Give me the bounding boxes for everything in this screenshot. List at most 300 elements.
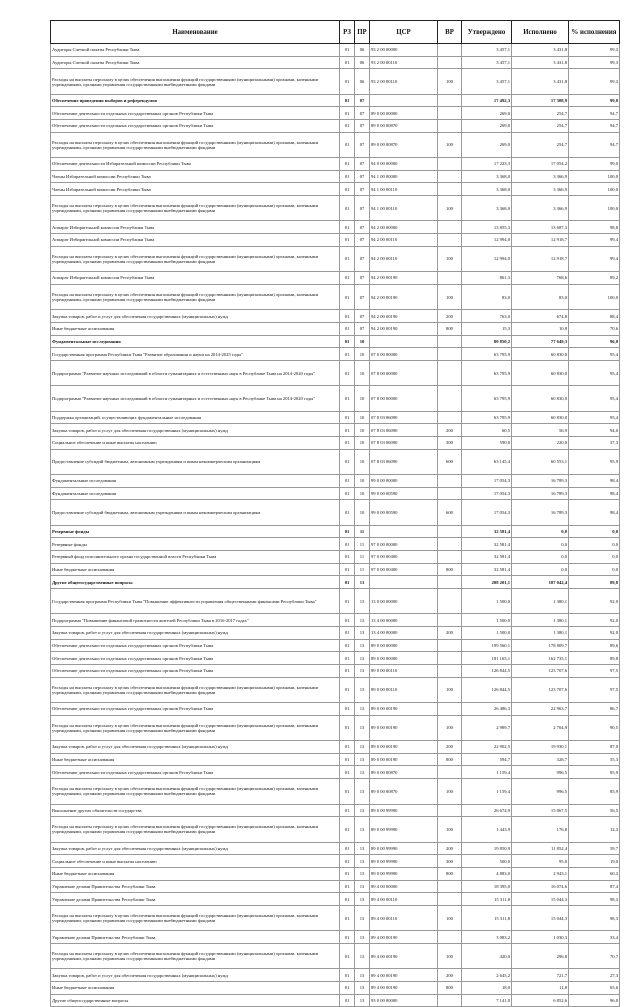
table-row (51, 779, 620, 804)
row-executed: 996,5 (512, 766, 569, 779)
row-executed: 721,7 (512, 969, 569, 982)
row-pr: 13 (355, 994, 370, 1007)
row-name: Закупка товаров, работ и услуг для обеспечения государственных (муниципальных) нужд (51, 627, 340, 640)
row-approved: 420,0 (462, 943, 512, 968)
row-name: Другие общегосударственные вопросы (51, 576, 340, 589)
row-approved: 12 994,0 (462, 234, 512, 247)
row-pr: 13 (355, 943, 370, 968)
table-row (51, 931, 620, 944)
row-pr: 13 (355, 627, 370, 640)
table-row (51, 766, 620, 779)
row-approved: 269,0 (462, 132, 512, 157)
row-rz: 01 (340, 120, 355, 133)
row-pr: 10 (355, 411, 370, 424)
row-percent: 89,8 (569, 652, 620, 665)
header-pr: ПР (355, 21, 370, 44)
row-csr (370, 576, 438, 589)
row-vr: 100 (438, 817, 462, 842)
row-percent: 90,5 (569, 715, 620, 740)
row-csr: 13 4 00 00000 (370, 627, 438, 640)
row-csr: 89 4 00 00190 (370, 969, 438, 982)
header-vr: ВР (438, 21, 462, 44)
row-approved: 17 223,3 (462, 158, 512, 171)
row-executed: 1 380,1 (512, 627, 569, 640)
row-percent: 37,3 (569, 436, 620, 449)
row-executed: 17 054,2 (512, 158, 569, 171)
table-row (51, 665, 620, 678)
row-name: Государственная программа Республики Тыва "Повышение эффективности управления общественными финансами Республики Тыва" (51, 589, 340, 614)
row-pr: 13 (355, 741, 370, 754)
row-rz: 01 (340, 563, 355, 576)
table-row (51, 576, 620, 589)
row-name: Члены Избирательной комиссии Республики Тыва (51, 170, 340, 183)
table-row (51, 335, 620, 348)
row-csr: 89 4 00 00110 (370, 905, 438, 930)
row-rz: 01 (340, 348, 355, 361)
row-executed: 60 830,0 (512, 348, 569, 361)
row-executed: 77 649,3 (512, 335, 569, 348)
row-approved: 763,0 (462, 310, 512, 323)
row-executed: 1 380,1 (512, 614, 569, 627)
row-vr: 100 (438, 943, 462, 968)
row-rz: 01 (340, 817, 355, 842)
row-executed: 95,0 (512, 855, 569, 868)
row-executed: 123 707,6 (512, 665, 569, 678)
row-csr: 89 0 00 00870 (370, 766, 438, 779)
row-vr (438, 474, 462, 487)
row-vr (438, 94, 462, 107)
row-approved: 32 581,4 (462, 563, 512, 576)
row-pr: 10 (355, 335, 370, 348)
row-percent: 92,0 (569, 614, 620, 627)
row-rz: 01 (340, 943, 355, 968)
row-name: Предоставление субсидий бюджетным, автономным учреждениям и иным некоммерческим организациям (51, 500, 340, 525)
row-percent: 55,3 (569, 753, 620, 766)
row-csr (370, 94, 438, 107)
row-name: Иные бюджетные ассигнования (51, 867, 340, 880)
row-percent: 94,7 (569, 120, 620, 133)
row-rz: 01 (340, 639, 355, 652)
row-csr: 99 0 00 00590 (370, 500, 438, 525)
table-row (51, 715, 620, 740)
row-name: Иные бюджетные ассигнования (51, 563, 340, 576)
row-pr: 13 (355, 981, 370, 994)
row-percent: 27,3 (569, 969, 620, 982)
row-pr: 07 (355, 183, 370, 196)
table-row (51, 132, 620, 157)
row-rz: 01 (340, 880, 355, 893)
row-approved: 199 560,1 (462, 639, 512, 652)
row-vr: 200 (438, 969, 462, 982)
table-row (51, 94, 620, 107)
row-rz: 01 (340, 335, 355, 348)
table-row (51, 158, 620, 171)
row-rz: 01 (340, 525, 355, 538)
row-executed: 17 308,9 (512, 94, 569, 107)
row-csr: 89 0 00 00870 (370, 779, 438, 804)
row-approved: 3 083,2 (462, 931, 512, 944)
table-row (51, 703, 620, 716)
table-row (51, 170, 620, 183)
row-rz: 01 (340, 842, 355, 855)
row-percent: 19,0 (569, 855, 620, 868)
table-row (51, 551, 620, 564)
row-approved: 2 989,7 (462, 715, 512, 740)
row-percent: 97,5 (569, 665, 620, 678)
row-approved: 4 883,0 (462, 867, 512, 880)
row-rz: 01 (340, 411, 355, 424)
row-csr: 89 0 00 00000 (370, 652, 438, 665)
row-approved: 15,3 (462, 322, 512, 335)
row-rz: 01 (340, 677, 355, 702)
row-vr: 100 (438, 284, 462, 309)
row-pr: 07 (355, 221, 370, 234)
row-name: Резервный фонд исполнительного органа государственной власти Республики Тыва (51, 551, 340, 564)
table-row (51, 107, 620, 120)
row-name: Управление делами Правительства Республики Тыва (51, 931, 340, 944)
row-percent: 100,0 (569, 196, 620, 221)
row-executed: 16 789,3 (512, 500, 569, 525)
row-csr: 89 0 00 99990 (370, 867, 438, 880)
row-rz: 01 (340, 436, 355, 449)
row-pr: 11 (355, 525, 370, 538)
row-rz: 01 (340, 196, 355, 221)
row-approved: 15 311,8 (462, 905, 512, 930)
row-csr: 89 4 00 00190 (370, 943, 438, 968)
row-executed: 3 431,8 (512, 56, 569, 69)
row-rz: 01 (340, 627, 355, 640)
row-approved: 22 902,5 (462, 741, 512, 754)
row-pr: 06 (355, 56, 370, 69)
row-vr: 200 (438, 310, 462, 323)
row-vr: 100 (438, 677, 462, 702)
row-percent: 0,0 (569, 563, 620, 576)
row-vr: 200 (438, 627, 462, 640)
row-executed: 83,0 (512, 284, 569, 309)
table-row (51, 880, 620, 893)
table-row (51, 500, 620, 525)
row-percent: 87,4 (569, 880, 620, 893)
row-percent: 89,6 (569, 639, 620, 652)
row-rz: 01 (340, 284, 355, 309)
table-row (51, 386, 620, 411)
row-vr (438, 665, 462, 678)
row-executed: 3 366,9 (512, 183, 569, 196)
row-name: Расходы на выплаты персоналу в целях обеспечения выполнения функций государственными (муниципальными) органами, казенными учреждениями, органами управления государственными внебюджетными фондами (51, 715, 340, 740)
row-pr: 10 (355, 424, 370, 437)
row-csr: 13 4 00 00000 (370, 614, 438, 627)
row-csr: 93 0 00 00000 (370, 994, 438, 1007)
row-name: Обеспечение деятельности Избирательной комиссии Республики Тыва (51, 158, 340, 171)
row-vr: 100 (438, 779, 462, 804)
header-name: Наименование (51, 21, 340, 44)
row-approved: 17 054,3 (462, 500, 512, 525)
row-vr (438, 234, 462, 247)
row-percent: 56,5 (569, 804, 620, 817)
row-vr (438, 589, 462, 614)
row-rz: 01 (340, 474, 355, 487)
row-name: Обеспечение деятельности отдельных государственных органов Республики Тыва (51, 766, 340, 779)
row-percent: 98,8 (569, 221, 620, 234)
row-executed: 2 704,9 (512, 715, 569, 740)
row-pr: 10 (355, 474, 370, 487)
row-csr: 89 4 00 00190 (370, 931, 438, 944)
row-name: Обеспечение деятельности отдельных государственных органов Республики Тыва (51, 107, 340, 120)
row-rz: 01 (340, 981, 355, 994)
row-csr: 94 2 00 00190 (370, 284, 438, 309)
row-name: Выполнение других обязательств государства (51, 804, 340, 817)
row-executed: 10,8 (512, 322, 569, 335)
row-vr (438, 538, 462, 551)
row-vr: 300 (438, 855, 462, 868)
row-approved: 17 054,3 (462, 474, 512, 487)
row-approved: 126 844,5 (462, 677, 512, 702)
table-row (51, 943, 620, 968)
row-name: Расходы на выплаты персоналу в целях обеспечения выполнения функций государственными (муниципальными) органами, казенными учреждениями, органами управления государственными внебюджетными фондами (51, 69, 340, 94)
row-csr (370, 335, 438, 348)
row-name: Обеспечение деятельности отдельных государственных органов Республики Тыва (51, 665, 340, 678)
row-approved: 3 457,1 (462, 44, 512, 57)
table-row (51, 424, 620, 437)
row-vr: 600 (438, 500, 462, 525)
row-rz: 01 (340, 741, 355, 754)
row-vr: 200 (438, 741, 462, 754)
row-pr: 07 (355, 132, 370, 157)
row-approved: 181 165,1 (462, 652, 512, 665)
row-name: Фундаментальные исследования (51, 487, 340, 500)
row-percent: 59,7 (569, 842, 620, 855)
row-approved: 3 368,0 (462, 170, 512, 183)
row-rz: 01 (340, 715, 355, 740)
row-executed: 296,8 (512, 943, 569, 968)
row-rz: 01 (340, 221, 355, 234)
row-vr (438, 158, 462, 171)
row-vr (438, 880, 462, 893)
row-percent: 85,9 (569, 779, 620, 804)
row-executed: 15 044,3 (512, 905, 569, 930)
row-csr: 94 1 00 00110 (370, 196, 438, 221)
row-csr: 97 0 00 00000 (370, 538, 438, 551)
row-percent: 98,3 (569, 893, 620, 906)
row-approved: 80 850,2 (462, 335, 512, 348)
row-executed: 16 074,6 (512, 880, 569, 893)
row-name: Закупка товаров, работ и услуг для обеспечения государственных (муниципальных) нужд (51, 424, 340, 437)
row-name: Обеспечение деятельности отдельных государственных органов Республики Тыва (51, 120, 340, 133)
table-header-row (51, 21, 620, 44)
row-rz: 01 (340, 551, 355, 564)
row-approved: 269,0 (462, 120, 512, 133)
row-approved: 60,5 (462, 424, 512, 437)
row-percent: 99,0 (569, 158, 620, 171)
row-vr (438, 411, 462, 424)
row-executed: 60 830,0 (512, 386, 569, 411)
row-vr (438, 576, 462, 589)
row-csr: 07 8 03 06090 (370, 436, 438, 449)
row-vr: 800 (438, 981, 462, 994)
row-csr: 94 2 00 00190 (370, 322, 438, 335)
row-vr (438, 766, 462, 779)
budget-execution-table (50, 20, 620, 1007)
row-name: Фундаментальные исследования (51, 335, 340, 348)
row-vr (438, 348, 462, 361)
table-row (51, 360, 620, 385)
table-row (51, 234, 620, 247)
row-approved: 32 581,4 (462, 538, 512, 551)
row-name: Подпрограмма "Повышение финансовой грамотности жителей Республики Тыва в 2016-2017 годах" (51, 614, 340, 627)
table-body (51, 44, 620, 1007)
table-row (51, 753, 620, 766)
row-csr: 99 0 00 00000 (370, 474, 438, 487)
row-executed: 123 707,6 (512, 677, 569, 702)
row-rz: 01 (340, 69, 355, 94)
row-csr: 89 4 00 00000 (370, 880, 438, 893)
row-approved: 26 674,9 (462, 804, 512, 817)
table-row (51, 449, 620, 474)
table-row (51, 348, 620, 361)
row-executed: 0,0 (512, 525, 569, 538)
row-approved: 26 486,3 (462, 703, 512, 716)
row-pr: 10 (355, 360, 370, 385)
row-vr (438, 703, 462, 716)
table-row (51, 842, 620, 855)
row-csr: 89 4 00 00110 (370, 893, 438, 906)
row-pr: 13 (355, 893, 370, 906)
row-vr (438, 893, 462, 906)
row-name: Обеспечение деятельности отдельных государственных органов Республики Тыва (51, 703, 340, 716)
table-row (51, 563, 620, 576)
row-csr: 89 0 00 00110 (370, 677, 438, 702)
row-csr: 89 0 00 00190 (370, 741, 438, 754)
table-row (51, 804, 620, 817)
table-row (51, 411, 620, 424)
row-approved: 18,0 (462, 981, 512, 994)
row-percent: 98,4 (569, 487, 620, 500)
row-approved: 269,0 (462, 107, 512, 120)
row-pr: 10 (355, 436, 370, 449)
row-csr: 07 0 00 00000 (370, 348, 438, 361)
row-vr: 100 (438, 132, 462, 157)
row-executed: 19 930,1 (512, 741, 569, 754)
table-row (51, 322, 620, 335)
row-percent: 12,3 (569, 817, 620, 842)
row-approved: 17 054,3 (462, 487, 512, 500)
row-executed: 176,8 (512, 817, 569, 842)
row-vr: 100 (438, 69, 462, 94)
row-vr (438, 44, 462, 57)
row-executed: 162 735,1 (512, 652, 569, 665)
row-percent: 89,8 (569, 576, 620, 589)
row-rz: 01 (340, 170, 355, 183)
row-approved: 1 500,0 (462, 614, 512, 627)
row-pr: 07 (355, 107, 370, 120)
row-csr: 07 8 03 06090 (370, 449, 438, 474)
row-rz: 01 (340, 158, 355, 171)
row-pr: 13 (355, 703, 370, 716)
row-csr: 94 2 00 00110 (370, 246, 438, 271)
row-csr: 07 8 00 00000 (370, 360, 438, 385)
row-executed: 11,8 (512, 981, 569, 994)
row-percent: 95,4 (569, 348, 620, 361)
row-pr: 13 (355, 665, 370, 678)
row-rz: 01 (340, 322, 355, 335)
row-pr: 11 (355, 563, 370, 576)
row-csr: 13 0 00 00000 (370, 589, 438, 614)
row-rz: 01 (340, 44, 355, 57)
row-approved: 1 500,0 (462, 589, 512, 614)
row-executed: 3 431,8 (512, 44, 569, 57)
row-percent: 95,4 (569, 360, 620, 385)
table-row (51, 436, 620, 449)
row-csr: 07 8 03 06090 (370, 411, 438, 424)
row-pr: 13 (355, 880, 370, 893)
table-row (51, 652, 620, 665)
row-name: Резервные фонды (51, 538, 340, 551)
row-percent: 99,4 (569, 234, 620, 247)
row-approved: 63 795,9 (462, 348, 512, 361)
table-row (51, 639, 620, 652)
row-pr: 07 (355, 234, 370, 247)
row-pr: 07 (355, 246, 370, 271)
row-pr: 13 (355, 677, 370, 702)
row-percent: 87,0 (569, 741, 620, 754)
table-row (51, 855, 620, 868)
row-vr: 800 (438, 322, 462, 335)
row-approved: 1 159,4 (462, 766, 512, 779)
row-approved: 63 795,9 (462, 411, 512, 424)
table-row (51, 981, 620, 994)
row-executed: 1 380,1 (512, 589, 569, 614)
row-approved: 3 457,1 (462, 56, 512, 69)
row-pr: 13 (355, 753, 370, 766)
row-vr (438, 994, 462, 1007)
row-csr: 89 4 00 00190 (370, 981, 438, 994)
row-vr: 100 (438, 196, 462, 221)
table-row (51, 893, 620, 906)
table-row (51, 284, 620, 309)
row-executed: 60 830,0 (512, 411, 569, 424)
row-name: Аудиторы Счетной палаты Республики Тыва (51, 56, 340, 69)
row-rz: 01 (340, 614, 355, 627)
row-percent: 96,0 (569, 994, 620, 1007)
table-row (51, 183, 620, 196)
row-percent: 96,0 (569, 335, 620, 348)
row-rz: 01 (340, 804, 355, 817)
row-rz: 01 (340, 652, 355, 665)
row-approved: 3 368,0 (462, 183, 512, 196)
row-executed: 996,5 (512, 779, 569, 804)
row-approved: 12 994,0 (462, 246, 512, 271)
row-name: Поддержка организаций, осуществляющих фундаментальные исследования (51, 411, 340, 424)
row-approved: 63 145,4 (462, 449, 512, 474)
row-vr: 800 (438, 563, 462, 576)
row-pr: 07 (355, 158, 370, 171)
row-csr: 89 0 00 00870 (370, 132, 438, 157)
row-vr: 100 (438, 246, 462, 271)
row-executed: 3 366,9 (512, 196, 569, 221)
header-executed: Исполнено (512, 21, 569, 44)
row-pr: 07 (355, 196, 370, 221)
row-csr: 89 0 00 00190 (370, 715, 438, 740)
row-name: Государственная программа Республики Тыва "Развитие образования и науки на 2014-2025 годы" (51, 348, 340, 361)
row-executed: 674,8 (512, 310, 569, 323)
row-csr: 94 1 00 00000 (370, 170, 438, 183)
table-row (51, 994, 620, 1007)
table-row (51, 310, 620, 323)
row-pr: 10 (355, 487, 370, 500)
row-csr: 89 0 00 99990 (370, 842, 438, 855)
row-pr: 13 (355, 842, 370, 855)
row-percent: 95,4 (569, 386, 620, 411)
